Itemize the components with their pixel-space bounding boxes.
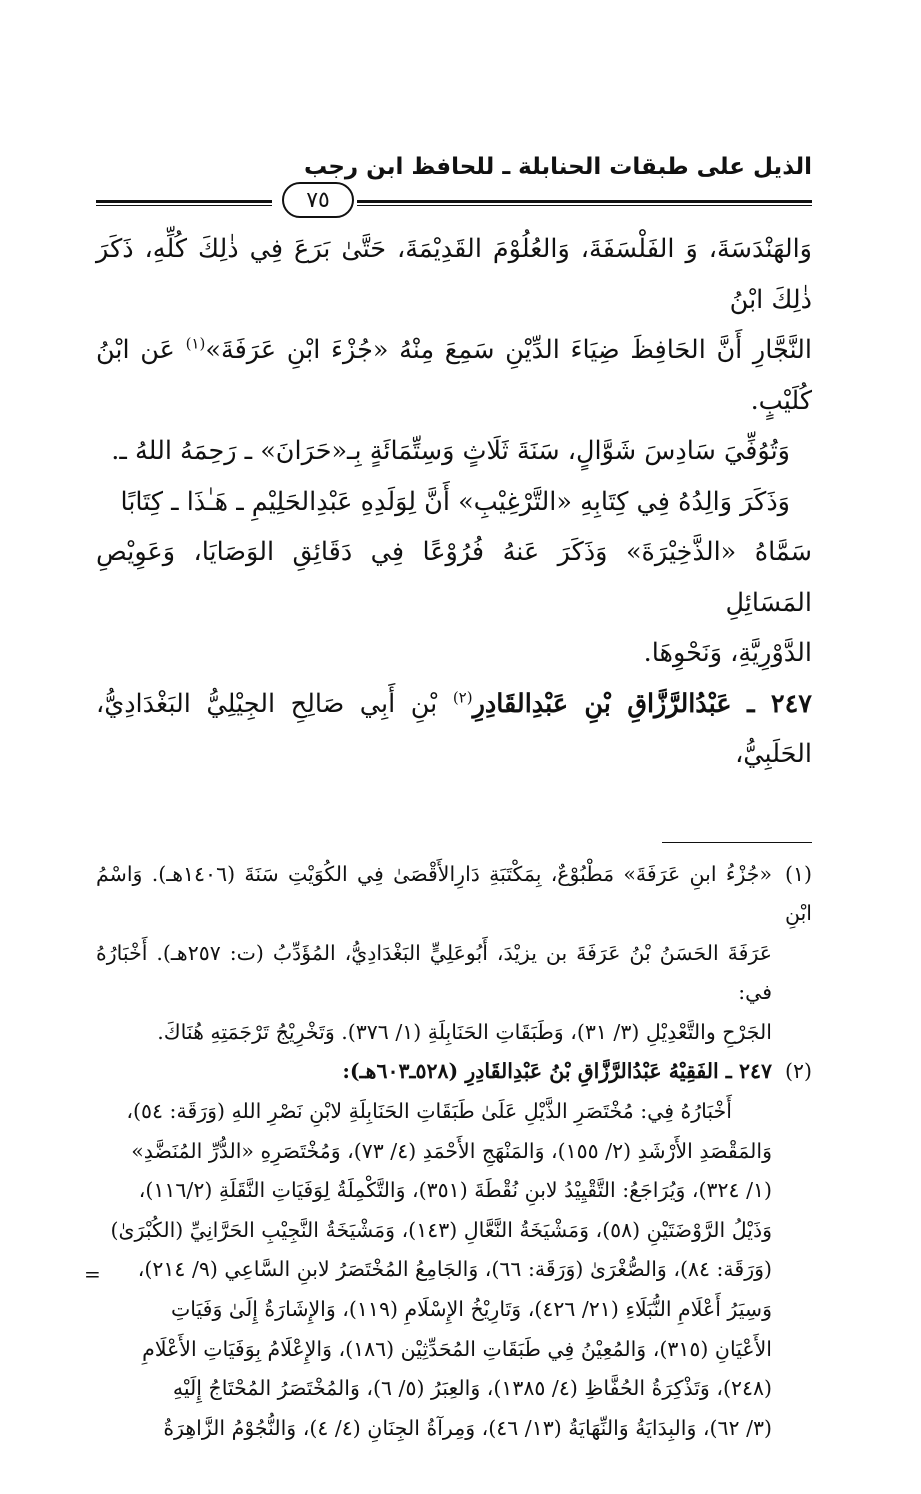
running-title: الذيل على طبقات الحنابلة ـ للحافظ ابن رجب xyxy=(303,154,812,180)
footnote-1-line-3: الجَرْحِ والتَّعْدِيْلِ (٣/ ٣١)، وَطَبَقَاتِ الحَنَابِلَةِ (١/ ٣٧٦). وَتَخْرِيْجُ تَرْجَمَتِهِ هُنَاكَ. xyxy=(157,1019,772,1044)
main-line-2 xyxy=(96,325,812,426)
footnote-2-heading xyxy=(96,1052,812,1092)
footnote-1-mark: (١) xyxy=(784,861,812,886)
footnote-2-line-9: (٣/ ٦٢)، وَالبِدَايَةُ وَالنِّهَايَةُ (١٣/ ٤٦)، وَمِرآةُ الجِنَانِ (٤/ ٤)، وَالنُّجُوْمُ الزَّاهِرَةُ xyxy=(163,1415,772,1440)
header-rule xyxy=(96,182,812,222)
footnotes xyxy=(96,855,812,1449)
main-line-4: وَذَكَرَ وَالِدُهُ فِي كِتَابِهِ «التَّرْغِيْبِ» أَنَّ لِوَلَدِهِ عَبْدِالحَلِيْمِ ـ هَـٰذَا ـ كِتَابًا xyxy=(120,486,790,517)
entry-number: ٢٤٧ ـ xyxy=(747,688,812,719)
main-line-3: وَتُوُفِّيَ سَادِسَ شَوَّالٍ، سَنَةَ ثَلَاثٍ وَسِتِّمَائَةٍ بِـ«حَرَانَ» ـ رَحِمَهُ اللهُ ـ. xyxy=(111,436,790,466)
footnote-2-line-3: (١/ ٣٢٤)، وَيُرَاجَعُ: التَّقْيِيْدُ لابنِ نُقْطَةَ (٣٥١)، وَالتَّكْمِلَةُ لِوَفَيَاتِ النَّقَلَةِ (١١٦/٢)، xyxy=(138,1178,772,1203)
footnote-2-line-6: وَسِيَرُ أَعْلَامِ النُّبَلَاءِ (٢١/ ٤٢٦)، وَتَارِيْخُ الإِسْلَامِ (١١٩)، وَالإِشَارَةُ إِلَىٰ وَفَيَاتِ xyxy=(170,1297,772,1322)
footnote-2-heading-text: ٢٤٧ ـ الفَقِيْهُ عَبْدُالرَّزَّاقِ بْنُ عَبْدِالقَادِرِ (٥٢٨ـ٦٠٣هـ): xyxy=(342,1059,772,1084)
main-text xyxy=(96,224,812,780)
footnote-1-line-2: عَرَفَةَ الحَسَنُ بْنُ عَرَفَةَ بن يزيْدَ، أَبُوعَلِيٍّ البَغْدَادِيُّ، المُؤَدِّبُ (ت: ٢٥٧هـ). أَخْبَارُهُ في: xyxy=(96,940,772,1005)
continuation-mark: = xyxy=(84,1262,101,1286)
footnote-2-line-8: (٢٤٨)، وَتَذْكِرَةُ الحُفَّاظِ (٤/ ١٣٨٥)، وَالعِبَرُ (٥/ ٦)، وَالمُخْتَصَرُ المُحْتَاجُ إِلَيْهِ xyxy=(172,1376,772,1401)
footnote-1-text: «جُزْءُ ابنِ عَرَفَةَ» مَطْبُوْعٌ، بِمَكْتَبَةِ دَارِالأَقْصَىٰ فِي الكُوَيْتِ سَنَةَ (١٤٠٦هـ). وَاسْمُ ابْنِ xyxy=(96,861,812,926)
page xyxy=(96,150,812,1448)
entry-rest: بْنِ أَبِي صَالِحِ الجِيْلِيُّ البَغْدَادِيُّ، الحَلَبِيُّ، xyxy=(96,688,812,769)
main-line-2-text: النَّجَّارِ أَنَّ الحَافِظَ ضِيَاءَ الدِّيْنِ سَمِعَ مِنْهُ «جُزْءَ ابْنِ عَرَفَةَ» xyxy=(205,335,813,365)
footnote-2-line-2: وَالمَقْصَدِ الأَرْشَدِ (٢/ ١٥٥)، وَالمَنْهَجِ الأَحْمَدِ (٤/ ٧٣)، وَمُخْتَصَرِهِ «الدُّرِّ المُنَضَّدِ» xyxy=(131,1138,772,1163)
main-line-2-tail: عَن ابْنُ كُلَيْبٍ. xyxy=(96,335,812,416)
entry-247 xyxy=(96,679,812,780)
footnote-ref-2[interactable]: (٢) xyxy=(452,688,473,706)
footnote-ref-1[interactable]: (١) xyxy=(185,334,206,353)
footnote-2-line-5: (وَرَقَة: ٨٤)، وَالصُّغْرَىٰ (وَرَقَة: ٦٦)، وَالجَامِعُ المُخْتَصَرُ لابنِ السَّاعِي (٩/ ٢١٤)، xyxy=(137,1257,772,1282)
footnote-2-line-7: الأَعْيَانِ (٣١٥)، وَالمُعِيْنُ فِي طَبَقَاتِ المُحَدِّثِيْن (١٨٦)، وَالإِعْلَامُ بِوَفَيَاتِ الأَعْلَامِ xyxy=(142,1336,772,1361)
entry-name: عَبْدُالرَّزَّاقِ بْنِ عَبْدِالقَادِرِ xyxy=(472,688,732,719)
running-head xyxy=(96,150,812,180)
header-rule-right xyxy=(357,200,812,206)
main-line-1: وَالهَنْدَسَةَ، وَ الفَلْسَفَةَ، وَالعُلُوْمَ القَدِيْمَةَ، حَتَّىٰ بَرَعَ فِي ذٰلِكَ كُلِّهِ، ذَكَرَ ذٰلِكَ ابْنُ xyxy=(96,234,812,315)
page-number: ٧٥ xyxy=(282,182,354,218)
main-line-6: الدَّوْرِيَّةِ، وَنَحْوِهَا. xyxy=(643,638,812,668)
header-rule-left xyxy=(96,200,272,206)
footnote-2-mark: (٢) xyxy=(784,1059,812,1084)
footnote-separator xyxy=(662,842,812,843)
footnote-2-line-4: وَذَيْلُ الرَّوْضَتَيْنِ (٥٨)، وَمَشْيَخَةُ النَّعَّالِ (١٤٣)، وَمَشْيَخَةُ النَّجِيْبِ الحَرَّانِيِّ (الكُبْرَىٰ) xyxy=(110,1217,772,1242)
footnote-1-line-1 xyxy=(96,855,812,934)
main-line-5: سَمَّاهُ «الذَّخِيْرَةَ» وَذَكَرَ عَنهُ فُرُوْعًا فِي دَقَائِقِ الوَصَايَا، وَعَوِيْصِ المَسَائِلِ xyxy=(96,537,812,618)
footnote-2-line-1: أَخْبَارُهُ فِي: مُخْتَصَرِ الذَّيْلِ عَلَىٰ طَبَقَاتِ الحَنَابِلَةِ لابْنِ نَصْرِ اللهِ (وَرَقَة: ٥٤)، xyxy=(126,1099,732,1124)
